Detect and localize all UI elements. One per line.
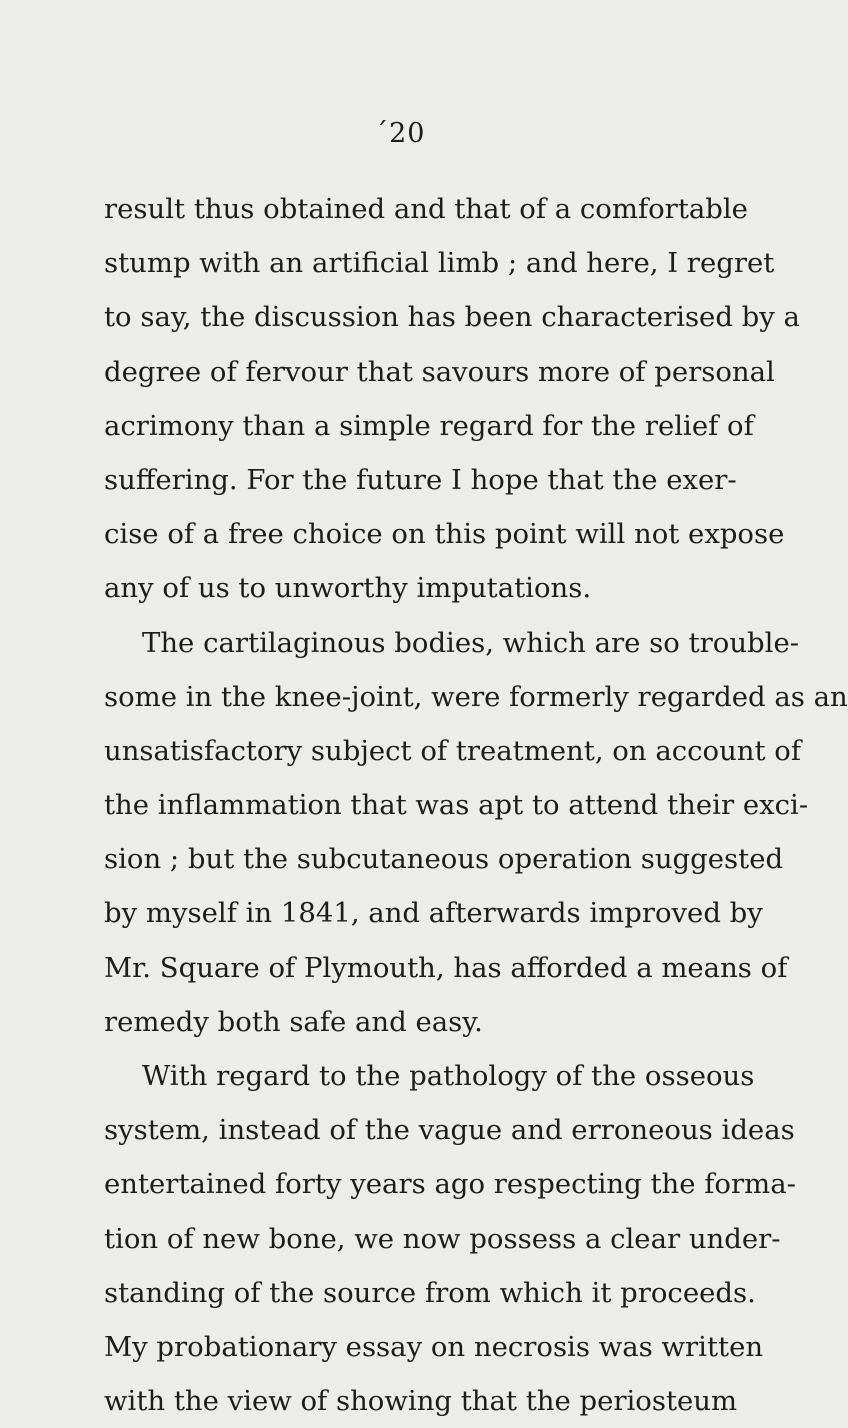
text-line: system, instead of the vague and erroneous ideas: [104, 1114, 795, 1147]
text-line: entertained forty years ago respecting the forma-: [104, 1168, 796, 1201]
text-line: cise of a free choice on this point will not expose: [104, 518, 785, 551]
text-line: by myself in 1841, and afterwards improved by: [104, 897, 763, 930]
text-line: My probationary essay on necrosis was written: [104, 1330, 764, 1363]
text-line: unsatisfactory subject of treatment, on account of: [104, 734, 802, 767]
text-line: stump with an artificial limb ; and here, I regret: [104, 247, 775, 280]
text-line: to say, the discussion has been characterised by a: [104, 301, 800, 334]
text-line: sion ; but the subcutaneous operation suggested: [104, 843, 784, 876]
page-number: ´20: [374, 118, 426, 149]
text-line: result thus obtained and that of a comfortable: [104, 193, 748, 225]
text-line: Mr. Square of Plymouth, has afforded a means of: [104, 951, 788, 984]
paragraph-start-line: With regard to the pathology of the osseous: [142, 1060, 755, 1092]
text-line: degree of fervour that savours more of personal: [104, 355, 775, 388]
body-text: [104, 182, 848, 1428]
text-line: standing of the source from which it proceeds.: [104, 1276, 756, 1309]
text-line: acrimony than a simple regard for the relief of: [104, 409, 754, 442]
text-line: tion of new bone, we now possess a clear under-: [104, 1222, 781, 1255]
text-line: remedy both safe and easy.: [104, 1005, 483, 1038]
text-line: suffering. For the future I hope that the exer-: [104, 463, 737, 496]
text-line: with the view of showing that the periosteum: [104, 1385, 738, 1418]
text-line: the inflammation that was apt to attend their exci-: [104, 789, 809, 822]
paragraph-start-line: The cartilaginous bodies, which are so trouble-: [142, 626, 800, 659]
text-line: any of us to unworthy imputations.: [104, 572, 592, 605]
text-line: some in the knee-joint, were formerly regarded as an: [104, 680, 848, 713]
